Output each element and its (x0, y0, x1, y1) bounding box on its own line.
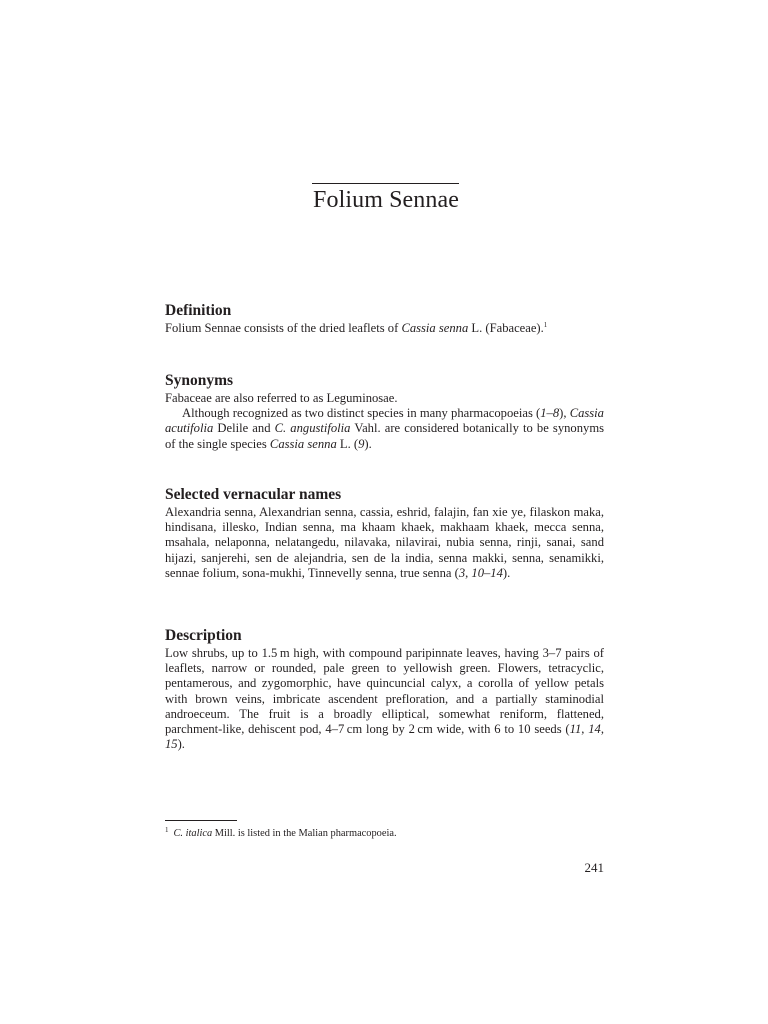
title-rule (312, 183, 459, 184)
reference-separator: , (600, 722, 604, 737)
description-body: Low shrubs, up to 1.5 m high, with compound paripinnate leaves, having 3–7 pairs of leaflets, narrow or rounded, pale green to yellowish green. Flowers, tetracyclic, pentamerous, and zygomorphic, have quincuncial calyx, a corolla of yellow petals with brown veins, imbricate ascendent prefloration, and a partially staminodial androeceum. The fruit is a broadly elliptical, somewhat reniform, flattened, parchment-like, dehiscent pod, 4–7 cm long by 2 cm wide, with 6 to 10 seeds ( (165, 646, 604, 737)
footnote-mark: 1 (165, 826, 169, 834)
reference-number: 14 (588, 722, 601, 737)
reference-number: 15 (165, 737, 178, 752)
species-name: Cassia acutifolia (165, 406, 604, 436)
reference-number: 14 (490, 565, 503, 580)
footnote-text: Mill. is listed in the Malian pharmacopoeia. (212, 828, 397, 839)
definition-heading: Definition (165, 302, 232, 319)
reference-number: 1 (540, 406, 547, 421)
vernacular-names-list: Alexandria senna, Alexandrian senna, cassia, eshrid, falajin, fan xie ye, filaskon maka, hindisana, illesko, Indian senna, ma khaam khaek, makhaam khaek, mecca senna, msahala, nelaponna, nelatangedu, nilavaka, nilavirai, nubia senna, rinji, sanai, sand hijazi, sanjerehi, sen de alejandria, sen de la india, senna makki, senna, senamikki, sennae folium, sona-mukhi, Tinnevelly senna, true senna ( (165, 505, 604, 580)
species-name: Cassia senna (269, 436, 337, 451)
section-synonyms (165, 371, 604, 452)
section-definition (165, 301, 604, 336)
reference-number: 3 (458, 565, 466, 580)
reference-separator: , (581, 722, 589, 737)
footnote-rule (165, 820, 237, 821)
synonyms-text-part: Although recognized as two distinct species in many pharmacopoeias ( (182, 406, 541, 421)
synonyms-text-part: Delile and (213, 421, 275, 436)
description-text (165, 646, 604, 752)
page-title: Folium Sennae (313, 187, 459, 213)
reference-separator: , (465, 565, 472, 580)
definition-text (165, 321, 604, 336)
species-name: Cassia senna (401, 321, 469, 335)
description-heading: Description (165, 627, 242, 644)
reference-number: 11 (569, 722, 582, 737)
synonyms-text-part: ). (364, 436, 372, 451)
footnote (165, 824, 397, 840)
synonyms-paragraph-2 (165, 406, 604, 452)
vernacular-text (165, 505, 604, 581)
definition-text-part: L. (Fabaceae). (468, 321, 544, 335)
species-name: C. italica (173, 828, 213, 839)
page-number: 241 (584, 860, 604, 875)
reference-number: 8 (552, 406, 560, 421)
vernacular-heading: Selected vernacular names (165, 486, 342, 503)
section-vernacular-names (165, 485, 604, 581)
section-description (165, 626, 604, 752)
synonyms-text-part: L. ( (336, 436, 359, 451)
reference-separator: – (484, 565, 491, 580)
reference-number: 9 (358, 436, 365, 451)
synonyms-text-part: Vahl. are considered botanically to be synonyms of the single species (165, 421, 605, 451)
definition-text-part: Folium Sennae consists of the dried leaflets of (165, 321, 402, 335)
synonyms-paragraph-1: Fabaceae are also referred to as Leguminosae. (165, 391, 398, 405)
reference-close: ). (177, 737, 185, 752)
footnote-reference[interactable]: 1 (543, 321, 548, 329)
species-name: C. angustifolia (274, 421, 351, 436)
synonyms-text-part: – (546, 406, 553, 421)
synonyms-text-part: ), (559, 406, 570, 421)
reference-close: ). (502, 565, 511, 580)
synonyms-heading: Synonyms (165, 372, 234, 389)
reference-number: 10 (471, 565, 484, 580)
